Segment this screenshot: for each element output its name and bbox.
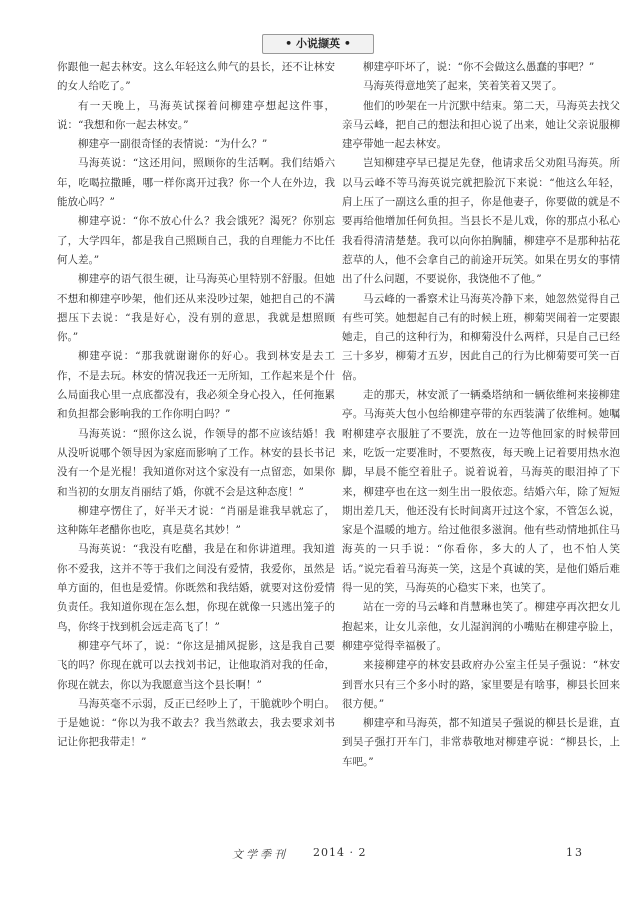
paragraph: 柳建亭说：“你不放心什么？我会饿死？渴死？你别忘了，大学四年，都是我自己照顾自己，我的自理能力不比任何人差。” [57,215,335,266]
paragraph: 你跟他一起去林安。这么年轻这么帅气的县长，还不让林安的女人给吃了。” [57,61,335,93]
paragraph: 马云峰的一番察术让马海英冷静下来，她忽然觉得自己有些可笑。她想起自己有的时候上班，柳菊哭闹着一定要跟她走，自己的这种行为，和柳菊没什么两样，只是自己已经三十多岁，柳菊才五岁，因此自己的行为比柳菊要可笑一百倍。 [342,292,620,382]
paragraph: 柳建亭一副很奇怪的表情说：“为什么？” [78,138,268,151]
paragraph: 岂知柳建亭早已提足先登，他请求岳父劝阻马海英。所以马云峰不等马海英说完就把脸沉下来说：“他这么年轻，肩上压了一副这么重的担子，你是他妻子，你要做的就是不要再给他增加任何负担。当县长不是儿戏，你的那点小私心我看得清清楚楚。我可以向你拍胸脯，柳建亭不是那种拈花惹草的人，他不会拿自己的前途开玩笑。如果在男女的事情出了什么问题，不要说你，我饶他不了他。” [342,157,620,286]
page-number: 13 [566,846,584,859]
paragraph: 马海英说：“我没有吃醋，我是在和你讲道理。我知道你不爱我，这并不等于我们之间没有爱情，我爱你，虽然是单方面的，但也是爱情。你既然和我结婚，就要对这份爱情负责任。我知道你现在怎么想，你现在就像一只逃出笼子的鸟，你终于找到机会远走高飞了！” [57,543,335,633]
left-column [57,58,335,838]
paragraph: 柳建亭愣住了，好半天才说：“肖丽是谁我早就忘了，这种陈年老醋你也吃，真是莫名其妙！” [57,504,335,537]
section-title: • 小说撷英 • [262,34,374,54]
paragraph: 他们的吵架在一片沉默中结束。第二天，马海英去找父亲马云峰，把自己的想法和担心说了出来，她让父亲说服柳建亭带她一起去林安。 [342,99,620,151]
journal-name: 文学季刊 [232,848,288,861]
paragraph: 柳建亭说：“那我就谢谢你的好心。我到林安是去工作，不是去玩。林安的情况我还一无所知，工作起来是个什么局面我心里一点底都没有，我必须全身心投入，任何拖累和负担都会影响我的工作你明白吗？” [57,350,335,421]
paragraph: 有一天晚上，马海英试探着问柳建亭想起这件事，说：“我想和你一起去林安。” [57,99,335,131]
paragraph: 马海英说：“照你这么说，作领导的都不应该结婚！我从没听说哪个领导因为家庭而影响了工作。林安的县长书记没有一个是光棍！我知道你对这个家没有一点留恋，如果你和当初的女朋友肖丽结了婚，你就不会是这种态度！” [57,427,335,498]
paragraph: 马海英得意地笑了起来，笑着笑着又哭了。 [363,80,563,93]
paragraph: 马海英毫不示弱，反正已经吵上了，干脆就吵个明白。于是她说：“你以为我不敢去？我当然敢去，我去要求刘书记让你把我带走！” [57,697,335,749]
page-footer [0,846,638,862]
issue-number: 2014 · 2 [313,846,367,859]
paragraph: 站在一旁的马云峰和肖慧琳也笑了。柳建亭再次把女儿抱起来，让女儿亲他，女儿湿润润的小嘴贴在柳建亭脸上，柳建亭觉得幸福极了。 [342,601,620,652]
paragraph: 柳建亭吓坏了，说：“你不会做这么愚蠢的事吧？” [363,61,595,73]
paragraph: 柳建亭的语气很生硬，让马海英心里特别不舒服。但她不想和柳建亭吵架，他们还从来没吵过架，她把自己的不满摁压下去说：“我是好心，没有别的意思，我就是想照顾你。” [57,273,335,344]
paragraph: 柳建亭气坏了，说：“你这是捕风捉影，这是我自己要飞的吗？你现在就可以去找刘书记，让他取消对我的任命，你现在就去，你以为我愿意当这个县长啊！” [57,639,335,691]
right-column [342,58,620,838]
paragraph: 马海英说：“这还用问，照顾你的生活啊。我们结婚六年，吃喝拉撒睡，哪一样你离开过我？你一个人在外边，我能放心吗？” [57,157,335,209]
paragraph: 柳建亭和马海英，都不知道吴子强说的柳县长是谁，直到吴子强打开车门，非常恭敬地对柳建亭说：“柳县长，上车吧。” [342,717,620,768]
paragraph: 走的那天，林安派了一辆桑塔纳和一辆依维柯来接柳建亭。马海英大包小包给柳建亭带的东西装满了依维柯。她嘱咐柳建亭衣服脏了不要洗，放在一边等他回家的时候带回来，吃饭一定要准时，不要熬夜，每天晚上记着要用热水泡脚，早晨不能空着肚子。说着说着，马海英的眼泪掉了下来，柳建亭也在这一刻生出一股依恋。结婚六年，除了短短期出差几天，他还没有长时间离开过这个家，不管怎么说，家是个温暖的地方。给过他很多滋润。他有些动情地抓住马海英的一只手说：“你看你，多大的人了，也不怕人笑话。”说完看着马海英一笑，这是个真诚的笑，是他们婚后难得一见的笑，马海英的心稳实下来，也笑了。 [342,389,620,595]
paragraph: 来接柳建亭的林安县政府办公室主任吴子强说：“林安到晋水只有三个多小时的路，家里要是有啥事，柳县长回来很方便。” [342,659,620,710]
